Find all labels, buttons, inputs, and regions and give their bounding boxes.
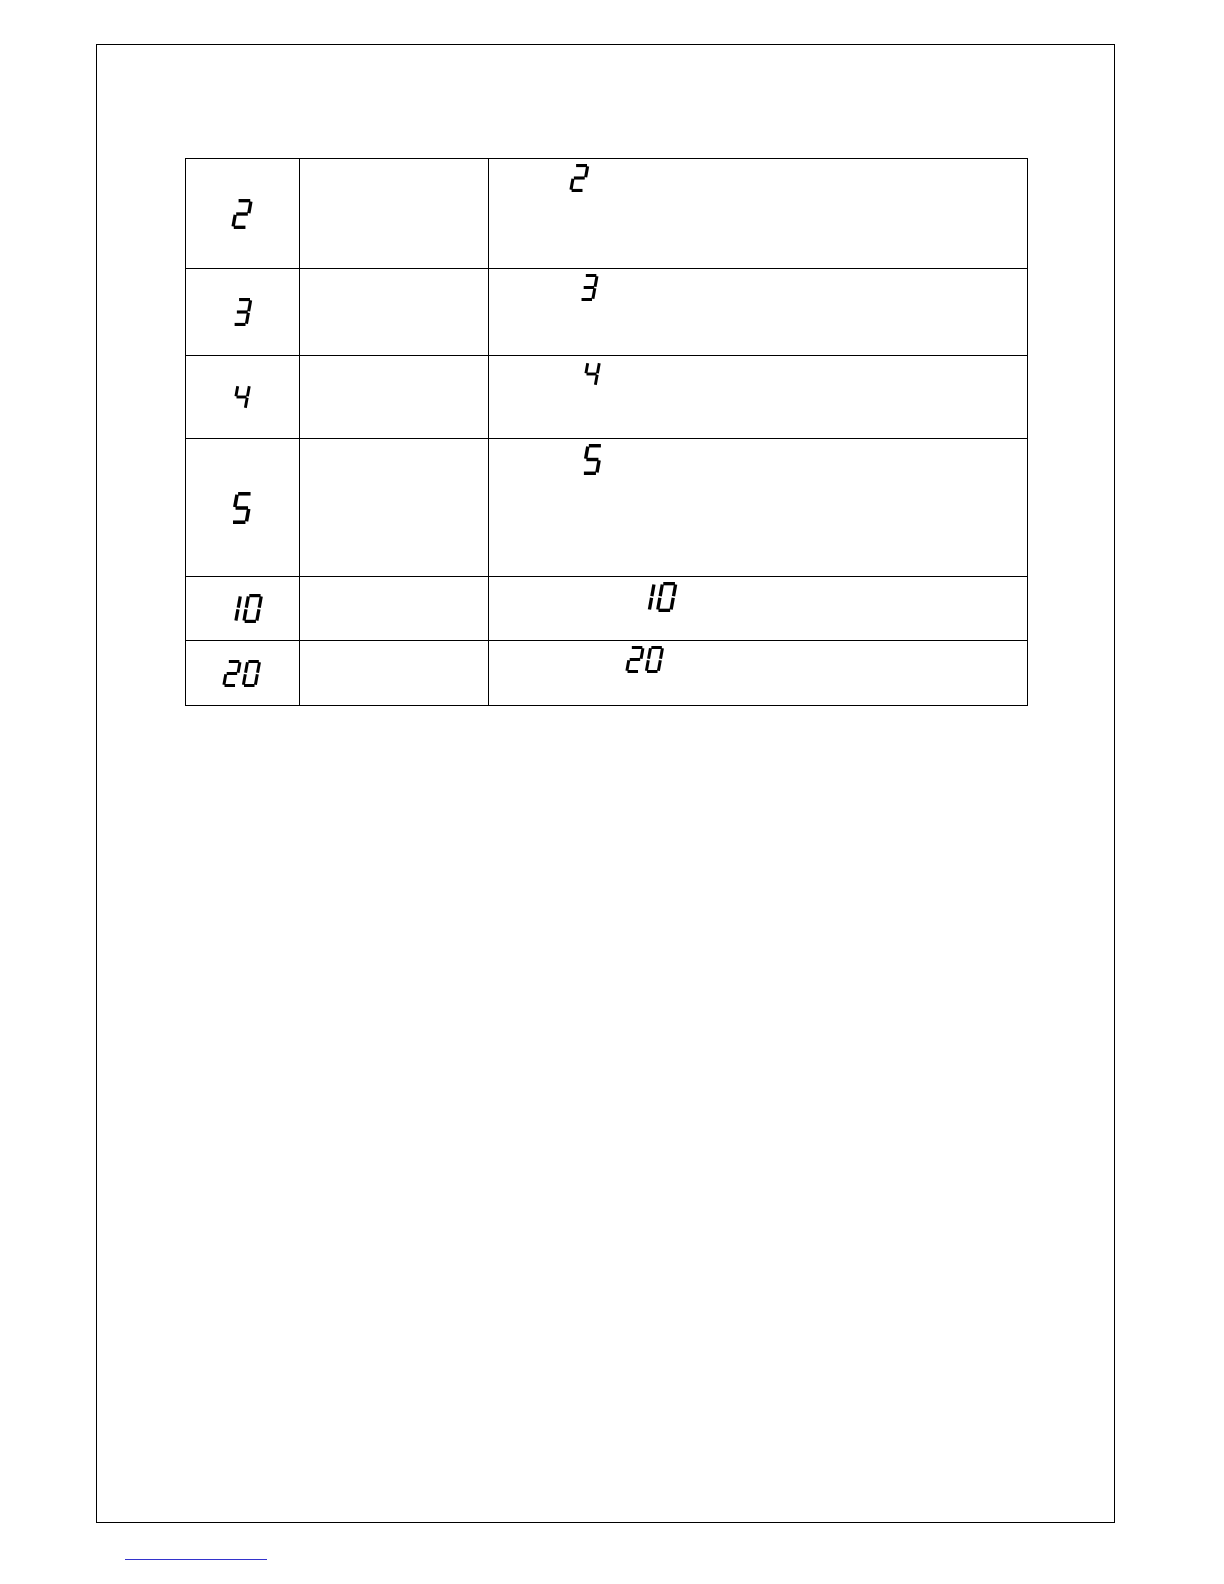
seven-segment-glyph bbox=[579, 274, 600, 301]
explanation-cell bbox=[489, 159, 1028, 269]
display-code-table bbox=[185, 158, 1028, 706]
table-row bbox=[186, 356, 1028, 439]
seven-segment-glyph bbox=[582, 361, 602, 387]
segment-display-icon bbox=[230, 492, 255, 524]
seven-segment-glyph bbox=[569, 164, 591, 192]
segment-display-icon bbox=[581, 444, 605, 475]
segment-display-icon bbox=[221, 594, 265, 623]
seven-segment-glyph bbox=[221, 594, 265, 623]
segment-display-icon bbox=[222, 660, 263, 687]
description-cell bbox=[300, 641, 489, 706]
description-cell bbox=[300, 439, 489, 577]
seven-segment-glyph bbox=[222, 660, 263, 687]
table-row bbox=[186, 641, 1028, 706]
footnote-separator bbox=[125, 1559, 267, 1560]
segment-display-icon bbox=[579, 274, 600, 301]
explanation-cell bbox=[489, 641, 1028, 706]
seven-segment-glyph bbox=[231, 199, 254, 229]
explanation-cell bbox=[489, 439, 1028, 577]
description-cell bbox=[300, 159, 489, 269]
display-code-cell bbox=[186, 269, 300, 356]
seven-segment-glyph bbox=[581, 444, 605, 475]
segment-display-icon bbox=[634, 582, 679, 612]
segment-display-icon bbox=[232, 298, 254, 326]
explanation-cell bbox=[489, 577, 1028, 641]
seven-segment-glyph bbox=[232, 298, 254, 326]
segment-display-icon bbox=[569, 164, 591, 192]
table-row bbox=[186, 439, 1028, 577]
table-row bbox=[186, 577, 1028, 641]
segment-display-icon bbox=[231, 199, 254, 229]
description-cell bbox=[300, 269, 489, 356]
segment-display-icon bbox=[625, 646, 666, 673]
table-row bbox=[186, 159, 1028, 269]
display-code-cell bbox=[186, 577, 300, 641]
seven-segment-glyph bbox=[634, 582, 679, 612]
seven-segment-glyph bbox=[230, 492, 255, 524]
seven-segment-glyph bbox=[232, 384, 252, 410]
segment-display-icon bbox=[232, 384, 252, 410]
display-code-cell bbox=[186, 439, 300, 577]
description-cell bbox=[300, 356, 489, 439]
display-code-cell bbox=[186, 641, 300, 706]
explanation-cell bbox=[489, 356, 1028, 439]
segment-display-icon bbox=[582, 361, 602, 387]
display-code-cell bbox=[186, 159, 300, 269]
table-row bbox=[186, 269, 1028, 356]
explanation-cell bbox=[489, 269, 1028, 356]
display-code-cell bbox=[186, 356, 300, 439]
seven-segment-glyph bbox=[625, 646, 666, 673]
description-cell bbox=[300, 577, 489, 641]
